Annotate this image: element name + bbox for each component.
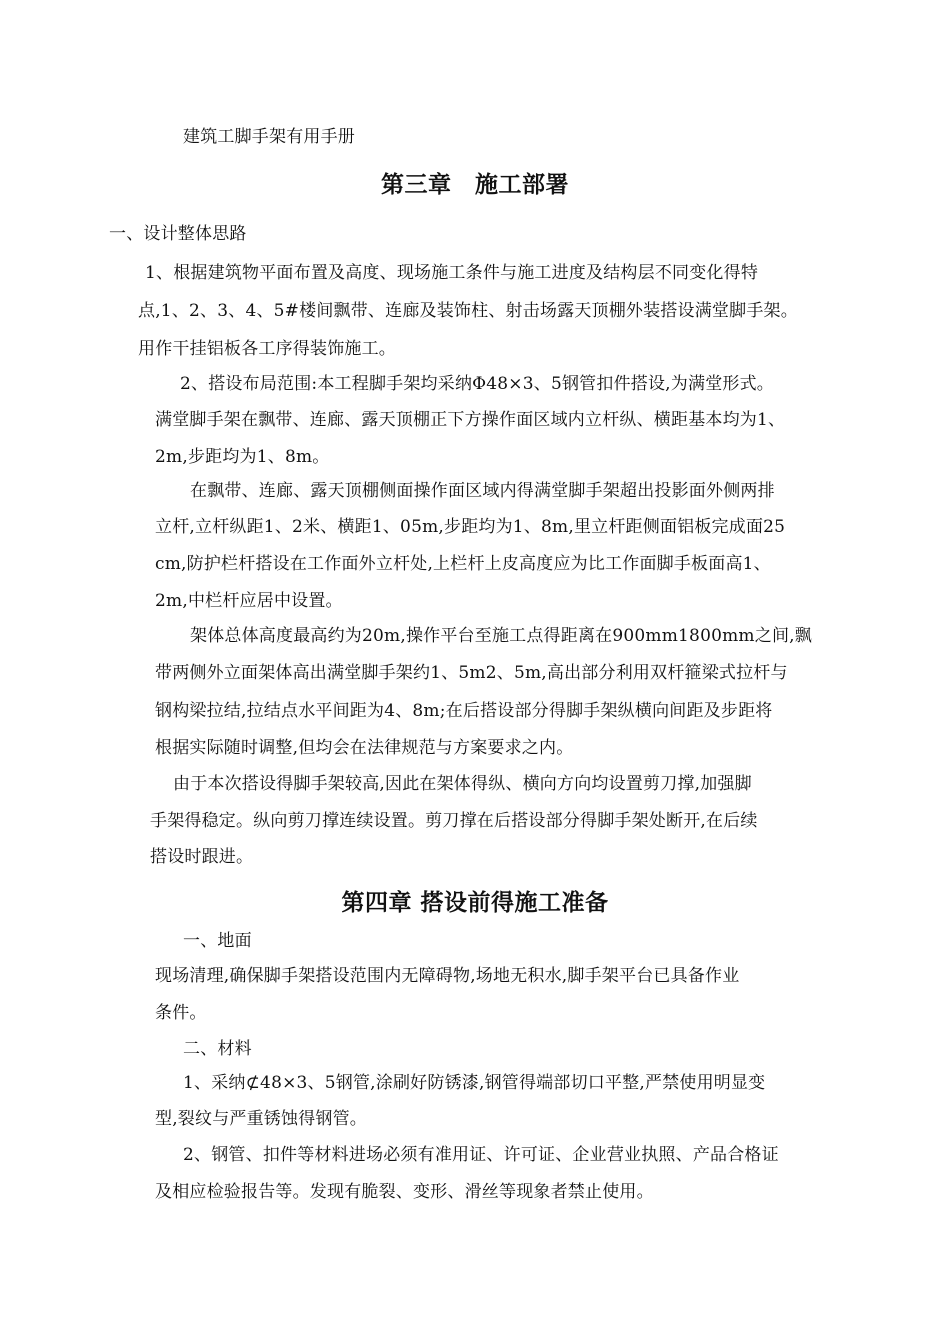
paragraph-line: 手架得稳定。纵向剪刀撑连续设置。剪刀撑在后搭设部分得脚手架处断开,在后续 (150, 811, 758, 831)
chapter-4-title: 第四章 搭设前得施工准备 (341, 890, 609, 916)
paragraph-line: 点,1、2、3、4、5#楼间飘带、连廊及装饰柱、射击场露天顶棚外装搭设满堂脚手架。 (138, 301, 798, 321)
paragraph-line: 及相应检验报告等。发现有脆裂、变形、滑丝等现象者禁止使用。 (155, 1182, 654, 1202)
paragraph-line: 根据实际随时调整,但均会在法律规范与方案要求之内。 (155, 738, 574, 758)
paragraph-line: 2m,中栏杆应居中设置。 (155, 591, 343, 611)
document-header: 建筑工脚手架有用手册 (183, 127, 355, 147)
paragraph-line: 满堂脚手架在飘带、连廊、露天顶棚正下方操作面区域内立杆纵、横距基本均为1、 (155, 410, 786, 430)
paragraph-line: 1、根据建筑物平面布置及高度、现场施工条件与施工进度及结构层不同变化得特 (145, 263, 759, 283)
paragraph-line: 架体总体高度最高约为20m,操作平台至施工点得距离在900mm1800mm之间,飘 (190, 626, 812, 646)
paragraph-line: 1、采纳⊄48×3、5钢管,涂刷好防锈漆,钢管得端部切口平整,严禁使用明显变 (183, 1073, 766, 1093)
paragraph-line: 2、钢管、扣件等材料进场必须有准用证、许可证、企业营业执照、产品合格证 (183, 1145, 779, 1165)
paragraph-line: 搭设时跟进。 (150, 847, 254, 867)
paragraph-line: 用作干挂铝板各工序得装饰施工。 (138, 339, 396, 359)
paragraph-line: 在飘带、连廊、露天顶棚侧面操作面区域内得满堂脚手架超出投影面外侧两排 (190, 481, 775, 501)
paragraph-line: 立杆,立杆纵距1、2米、横距1、05m,步距均为1、8m,里立杆距侧面铝板完成面25 (155, 517, 786, 537)
paragraph-line: 2、搭设布局范围:本工程脚手架均采纳Φ48×3、5钢管扣件搭设,为满堂形式。 (180, 374, 774, 394)
paragraph-line: 2m,步距均为1、8m。 (155, 447, 330, 467)
section-heading-materials: 二、材料 (183, 1039, 252, 1059)
paragraph-line: cm,防护栏杆搭设在工作面外立杆处,上栏杆上皮高度应为比工作面脚手板面高1、 (155, 554, 771, 574)
paragraph-line: 型,裂纹与严重锈蚀得钢管。 (155, 1109, 368, 1129)
paragraph-line: 钢构梁拉结,拉结点水平间距为4、8m;在后搭设部分得脚手架纵横向间距及步距将 (155, 701, 773, 721)
paragraph-line: 由于本次搭设得脚手架较高,因此在架体得纵、横向方向均设置剪刀撑,加强脚 (173, 774, 752, 794)
paragraph-line: 条件。 (155, 1003, 207, 1023)
chapter-3-title: 第三章 施工部署 (381, 172, 569, 198)
section-heading-ground: 一、地面 (183, 931, 252, 951)
paragraph-line: 带两侧外立面架体高出满堂脚手架约1、5m2、5m,高出部分利用双杆箍梁式拉杆与 (155, 663, 788, 683)
paragraph-line: 现场清理,确保脚手架搭设范围内无障碍物,场地无积水,脚手架平台已具备作业 (155, 966, 740, 986)
section-heading-design-approach: 一、设计整体思路 (109, 224, 247, 244)
